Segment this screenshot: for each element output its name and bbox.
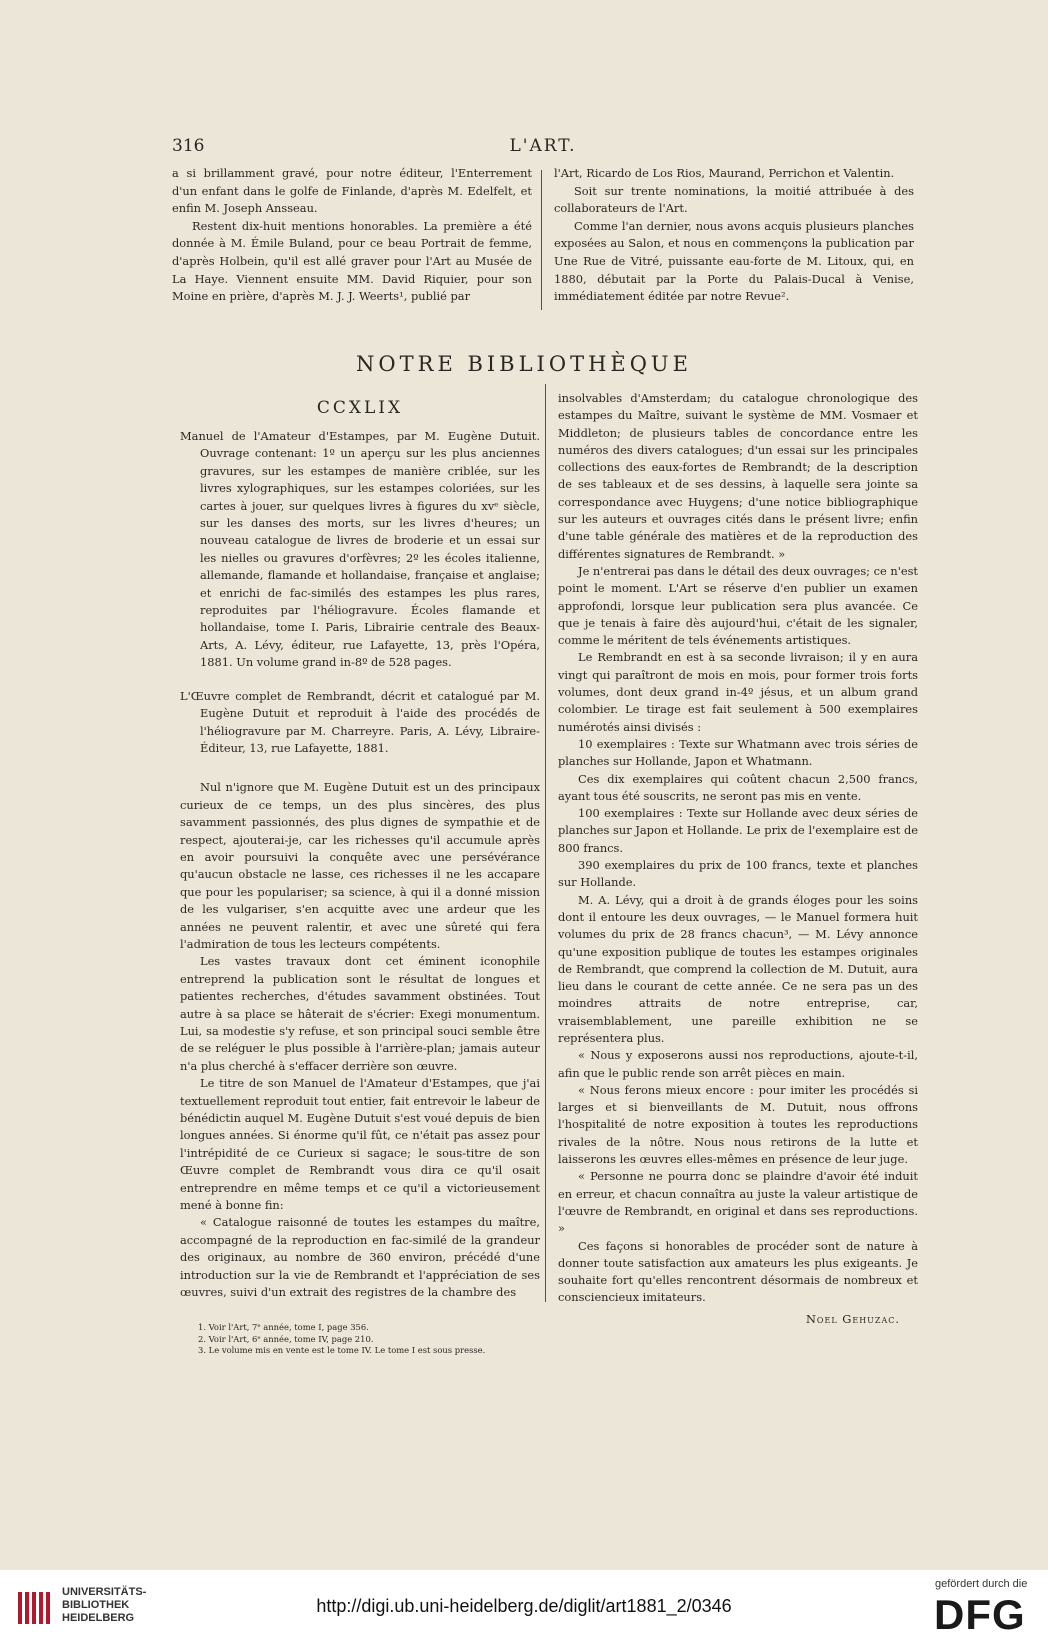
top-right-paragraph: Comme l'an dernier, nous avons acquis plusieurs planches exposées au Salon, et nous en commençons la publication par Une Rue de Vitré, puissante eau-forte de M. Litoux, qui, en 1880, débutait par la Porte du Palais-Ducal à Venise, immédiatement éditée par notre Revue². xyxy=(554,218,914,304)
body-paragraph: « Nous ferons mieux encore : pour imiter les procédés si larges et si bienveillants de M. Dutuit, nous offrons l'hospitalité de notre exposition à toutes les reproductions rivales de la nôtre. Nous nous retirons de la lutte et laisserons les œuvres elles-mêmes en présence de leur juge. xyxy=(558,1082,918,1167)
body-paragraph: Le titre de son Manuel de l'Amateur d'Estampes, que j'ai textuellement reproduit tout entier, fait entrevoir le labeur de bénédictin auquel M. Eugène Dutuit s'est voué depuis de bien longues années. Si énorme qu'il fût, ce n'était pas assez pour l'intrépidité de ce Curieux si sagace; le sous-titre de son Œuvre complet de Rembrandt vous dira ce qu'il osait entreprendre en même temps et ce qu'il a victorieusement mené à bonne fin: xyxy=(180,1076,540,1213)
body-paragraph: « Catalogue raisonné de toutes les estampes du maître, accompagné de la reproduction en fac-similé de la grandeur des originaux, au nombre de 360 environ, précédé d'une introduction sur la vie de Rembrandt et l'appréciation de ses œuvres, suivi d'un extrait des registres de la chambre des xyxy=(180,1215,540,1300)
body-paragraph: insolvables d'Amsterdam; du catalogue chronologique des estampes du Maître, suivant le système de MM. Vosmaer et Middleton; de plusieurs tables de concordance entre les numéros des divers catalogues; d'un essai sur les principales collections des eaux-fortes de Rembrandt; de la description de ses tableaux et de ses dessins, à laquelle sera jointe sa correspondance avec Huygens; d'une notice bibliographique sur les auteurs et ouvrages cités dans le présent livre; enfin d'une table générale des matières et de la reproduction des différentes signatures de Rembrandt. » xyxy=(558,391,918,561)
running-header xyxy=(172,136,914,162)
footnote: 2. Voir l'Art, 6ᵉ année, tome IV, page 210. xyxy=(198,1333,374,1344)
body-paragraph: 390 exemplaires du prix de 100 francs, texte et planches sur Hollande. xyxy=(558,858,918,890)
bibliography-entry: Manuel de l'Amateur d'Estampes, par M. Eugène Dutuit. Ouvrage contenant: 1º un aperçu sur les plus anciennes gravures, sur les estampes de manière criblée, sur les livres xylographiques, sur les estampes coloriées, sur les cartes à jouer, sur quelques livres à figures du xvᵉ siècle, sur les danses des morts, sur les livres d'heures; un nouveau catalogue de livres de broderie et un essai sur les nielles ou gravures d'orfèvres; 2º les écoles italienne, allemande, flamande et hollandaise, française et anglaise; et enrichi de fac-similés des estampes les plus rares, reproduites par l'héliogravure. Écoles flamande et hollandaise, tome I. Paris, Librairie centrale des Beaux-Arts, A. Lévy, éditeur, rue Lafayette, 13, près l'Opéra, 1881. Un volume grand in-8º de 528 pages. xyxy=(180,429,540,670)
body-paragraph: M. A. Lévy, qui a droit à de grands éloges pour les soins dont il entoure les deux ouvrages, — le Manuel formera huit volumes du prix de 28 francs chacun³, — M. Lévy annonce qu'une exposition publique de toutes les estampes originales de Rembrandt, que comprend la collection de M. Dutuit, aura lieu dans le courant de cette année. Ce ne sera pas un des moindres attraits de notre entreprise, car, vraisemblablement, une pareille exhibition ne se représentera plus. xyxy=(558,892,918,1045)
body-paragraph: Ces façons si honorables de procéder sont de nature à donner toute satisfaction aux amateurs les plus exigeants. Je souhaite fort qu'elles rencontrent désormais de nombreux et consciencieux imitateurs. xyxy=(558,1238,918,1305)
body-paragraph: Les vastes travaux dont cet éminent iconophile entreprend la publication sont le résultat de longues et patientes recherches, d'études savamment obstinées. Tout autre à sa place se hâterait de s'écrier: Exegi monumentum. Lui, sa modestie s'y refuse, et son principal souci semble être de se reléguer le plus possible à l'arrière-plan; jamais auteur n'a plus cherché à s'effacer derrière son œuvre. xyxy=(180,954,540,1073)
top-right-column xyxy=(554,165,914,306)
section-title: NOTRE BIBLIOTHÈQUE xyxy=(356,352,692,376)
top-left-paragraph: a si brillamment gravé, pour notre éditeur, l'Enterrement d'un enfant dans le golfe de Finlande, d'après M. Edelfelt, et enfin M. Joseph Ansseau. xyxy=(172,166,532,216)
body-paragraph: Nul n'ignore que M. Eugène Dutuit est un des principaux curieux de ce temps, un des plus sincères, des plus savamment passionnés, des plus dignes de sympathie et de respect, ajouterai-je, car les richesses qu'il accumule après en avoir poursuivi la conquête avec une persévérance qu'aucun obstacle ne lasse, ces richesses il ne les accapare que pour les populariser; sa science, à qui il a donné mission de les vulgariser, s'en acquitte avec une ardeur que les années ne peuvent ralentir, et avec une sûreté qui fera l'admiration de tous les lecteurs compétents. xyxy=(180,780,540,951)
footnote: 1. Voir l'Art, 7ᵉ année, tome I, page 356. xyxy=(198,1322,369,1332)
top-left-column xyxy=(172,165,532,306)
dfg-logo[interactable]: DFG xyxy=(934,1591,1026,1638)
page-number: 316 xyxy=(172,136,205,156)
body-paragraph: Je n'entrerai pas dans le détail des deux ouvrages; ce n'est point le moment. L'Art se réserve d'en publier un examen approfondi, lorsque leur publication sera plus avancée. Ce que je tenais à faire dès aujourd'hui, c'était de les signaler, comme le méritent de tels événements artistiques. xyxy=(558,563,918,648)
permalink-url[interactable]: http://digi.ub.uni-heidelberg.de/diglit/art1881_2/0346 xyxy=(316,1596,732,1616)
author-signature: Noel Gehuzac. xyxy=(805,1311,900,1326)
body-paragraph: Le Rembrandt en est à sa seconde livraison; il y en aura vingt qui paraîtront de mois en mois, pour former trois forts volumes, dont deux grand in-4º jésus, et un album grand colombier. Le tirage est fait seulement à 500 exemplaires numérotés ainsi divisés : xyxy=(558,650,918,734)
main-right-column xyxy=(558,390,918,1328)
viewer-footer xyxy=(0,1570,1048,1646)
bibliography-entry: L'Œuvre complet de Rembrandt, décrit et catalogué par M. Eugène Dutuit et reproduit à l'aide des procédés de l'héliogravure par M. Charreyre. Paris, A. Lévy, Libraire-Éditeur, 13, rue Lafayette, 1881. xyxy=(180,688,540,755)
body-paragraph: « Nous y exposerons aussi nos reproductions, ajoute-t-il, afin que le public rende son arrêt pièces en main. xyxy=(558,1048,918,1080)
main-left-column xyxy=(180,428,540,1302)
top-right-paragraph: Soit sur trente nominations, la moitié attribuée à des collaborateurs de l'Art. xyxy=(554,183,914,216)
top-right-paragraph: l'Art, Ricardo de Los Rios, Maurand, Perrichon et Valentin. xyxy=(554,166,895,180)
body-paragraph: 100 exemplaires : Texte sur Hollande avec deux séries de planches sur Japon et Hollande. Le prix de l'exemplaire est de 800 francs. xyxy=(558,806,918,855)
column-divider xyxy=(541,170,542,310)
article-number: CCXLIX xyxy=(316,398,404,418)
journal-title: L'ART. xyxy=(509,136,577,156)
column-divider xyxy=(545,384,546,1302)
funding-label: gefördert durch die xyxy=(935,1578,1028,1590)
top-left-paragraph: Restent dix-huit mentions honorables. La première a été donnée à M. Émile Buland, pour ce beau Portrait de femme, d'après Holbein, qu'il est allé graver pour l'Art au Musée de La Haye. Viennent ensuite MM. David Riquier, pour son Moine en prière, d'après M. J. J. Weerts¹, publié par xyxy=(172,218,532,304)
footnote: 3. Le volume mis en vente est le tome IV. Le tome I est sous presse. xyxy=(198,1345,486,1355)
body-paragraph: Ces dix exemplaires qui coûtent chacun 2,500 francs, ayant tous été souscrits, ne seront pas mis en vente. xyxy=(558,771,918,803)
body-paragraph: 10 exemplaires : Texte sur Whatmann avec trois séries de planches sur Hollande, Japon et Whatmann. xyxy=(558,736,918,769)
body-paragraph: « Personne ne pourra donc se plaindre d'avoir été induit en erreur, et chacun connaîtra au juste la valeur artistique de l'œuvre de Rembrandt, en original et dans ses reproductions. » xyxy=(558,1169,918,1236)
library-name[interactable]: UNIVERSITÄTS- BIBLIOTHEK HEIDELBERG xyxy=(62,1586,147,1624)
footnotes xyxy=(198,1322,598,1357)
